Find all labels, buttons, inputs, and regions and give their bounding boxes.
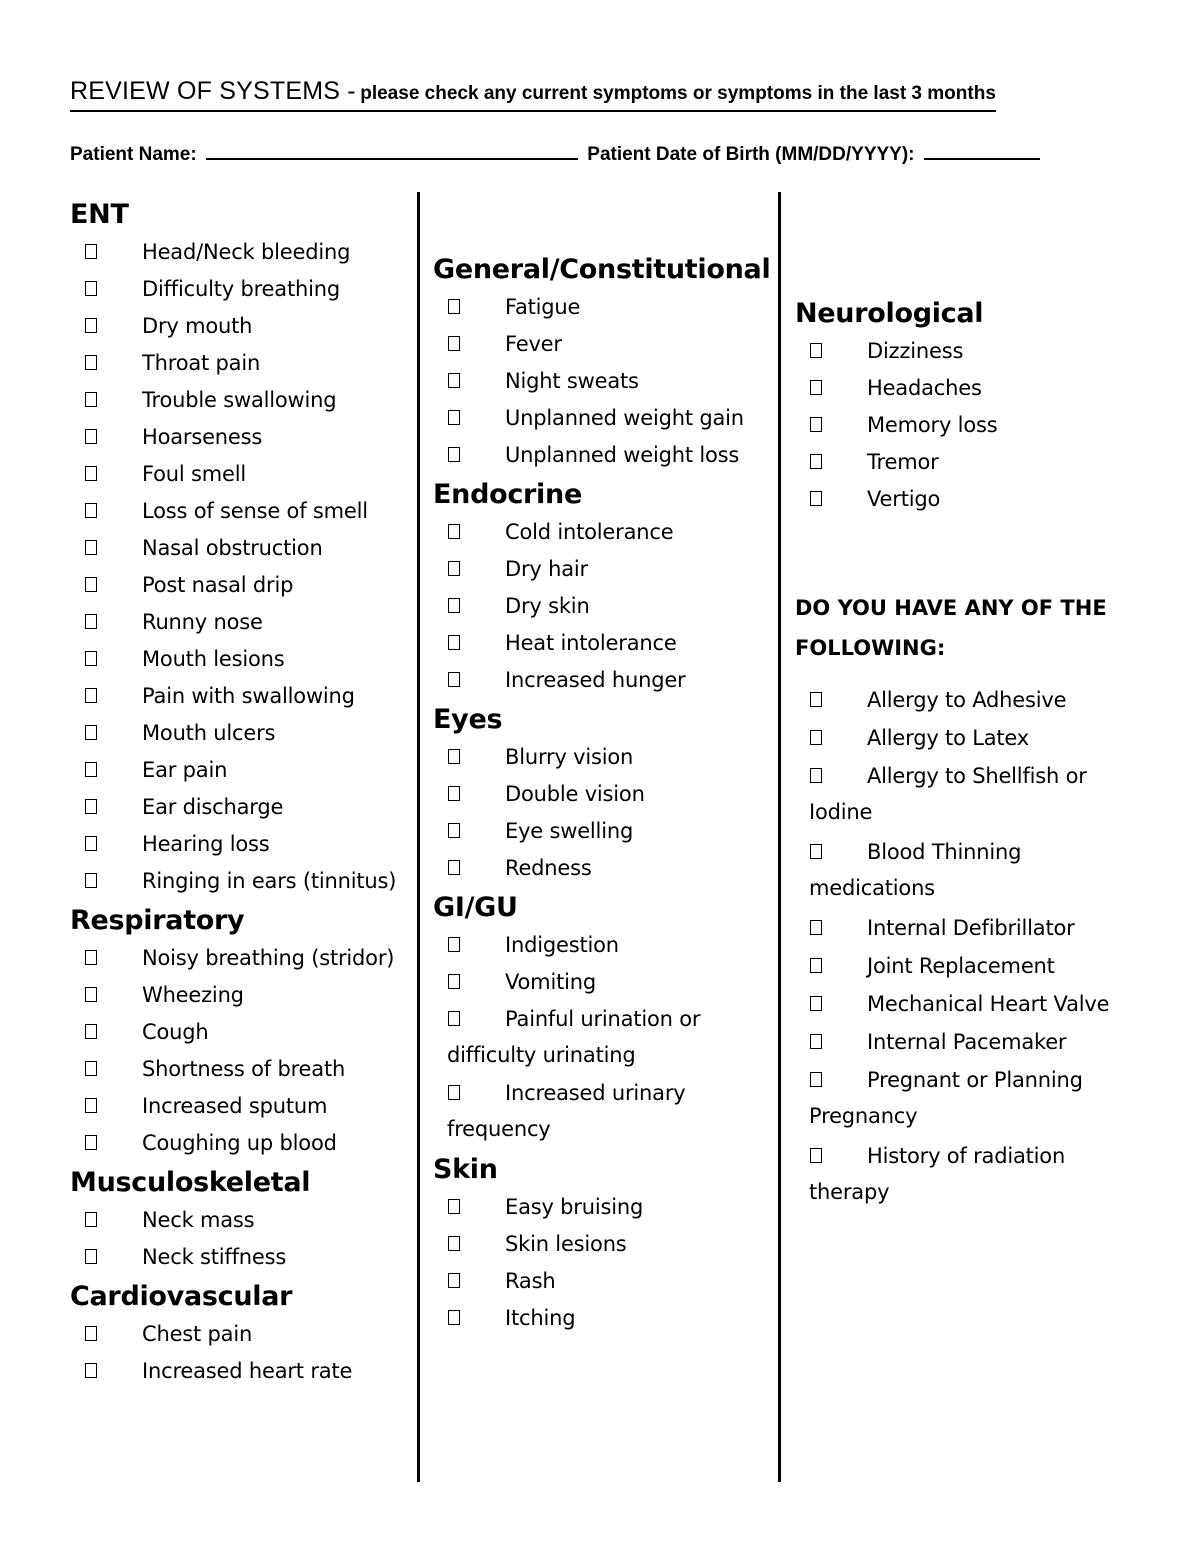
checkbox-icon[interactable] xyxy=(448,447,460,462)
checkbox-item-dry-hair[interactable] xyxy=(433,551,773,588)
symptom-list-general-constitutional xyxy=(433,289,773,474)
checkbox-icon[interactable] xyxy=(85,466,97,481)
checkbox-label: Easy bruising xyxy=(505,1195,644,1219)
checkbox-label: Headaches xyxy=(867,376,982,400)
checkbox-icon[interactable] xyxy=(810,454,822,469)
checkbox-icon[interactable] xyxy=(448,974,460,989)
checkbox-label: Head/Neck bleeding xyxy=(142,240,351,264)
checkbox-item-vomiting[interactable] xyxy=(433,964,773,1001)
checkbox-label: Neck stiffness xyxy=(142,1245,287,1269)
checkbox-icon[interactable] xyxy=(810,844,822,859)
checkbox-label: Allergy to Latex xyxy=(867,726,1029,750)
checkbox-label: History of radiation xyxy=(867,1144,1066,1168)
symptom-list-musculoskeletal xyxy=(70,1202,410,1276)
checkbox-label-continued: Iodine xyxy=(809,800,873,824)
checkbox-label: Difficulty breathing xyxy=(142,277,340,301)
patient-name-field[interactable] xyxy=(206,138,578,160)
checkbox-item-tremor[interactable] xyxy=(795,444,1135,481)
checkbox-icon[interactable] xyxy=(448,336,460,351)
checkbox-item-noisy-breathing-stridor[interactable] xyxy=(70,940,410,977)
following-title-line2: FOLLOWING: xyxy=(795,636,946,660)
checkbox-item-chest-pain[interactable] xyxy=(70,1316,410,1353)
checkbox-icon[interactable] xyxy=(85,392,97,407)
checkbox-label: Increased heart rate xyxy=(142,1359,353,1383)
section-title-skin: Skin xyxy=(433,1154,498,1185)
checkbox-item-joint-replacement[interactable] xyxy=(795,948,1135,984)
column-1 xyxy=(70,194,410,1390)
checkbox-icon[interactable] xyxy=(448,786,460,801)
checkbox-icon[interactable] xyxy=(85,429,97,444)
checkbox-item-memory-loss[interactable] xyxy=(795,407,1135,444)
form-title-instructions: please check any current symptoms or symptoms in the last 3 months xyxy=(360,83,996,104)
checkbox-item-painful-urination-or[interactable] xyxy=(433,1001,773,1075)
checkbox-icon[interactable] xyxy=(85,799,97,814)
checkbox-item-blurry-vision[interactable] xyxy=(433,739,773,776)
section-title-cardiovascular: Cardiovascular xyxy=(70,1281,293,1312)
checkbox-label: Throat pain xyxy=(142,351,261,375)
checkbox-icon[interactable] xyxy=(85,244,97,259)
checkbox-label: Redness xyxy=(505,856,592,880)
checkbox-label: Increased hunger xyxy=(505,668,686,692)
checkbox-icon[interactable] xyxy=(448,1085,460,1100)
checkbox-item-mechanical-heart-valve[interactable] xyxy=(795,986,1135,1022)
checkbox-label: Trouble swallowing xyxy=(142,388,337,412)
checkbox-icon[interactable] xyxy=(448,823,460,838)
checkbox-item-internal-defibrillator[interactable] xyxy=(795,910,1135,946)
checkbox-icon[interactable] xyxy=(448,373,460,388)
symptom-list-cardiovascular xyxy=(70,1316,410,1390)
checkbox-label: Loss of sense of smell xyxy=(142,499,368,523)
checkbox-item-unplanned-weight-loss[interactable] xyxy=(433,437,773,474)
checkbox-label: Cough xyxy=(142,1020,209,1044)
section-title-respiratory: Respiratory xyxy=(70,905,245,936)
checkbox-label: Dry hair xyxy=(505,557,588,581)
checkbox-item-increased-heart-rate[interactable] xyxy=(70,1353,410,1390)
symptom-list-skin xyxy=(433,1189,773,1337)
checkbox-label: Noisy breathing (stridor) xyxy=(142,946,395,970)
checkbox-item-loss-of-sense-of-smell[interactable] xyxy=(70,493,410,530)
checkbox-label: Mouth ulcers xyxy=(142,721,276,745)
checkbox-item-dizziness[interactable] xyxy=(795,333,1135,370)
checkbox-label: Painful urination or xyxy=(505,1007,701,1031)
checkbox-item-mouth-lesions[interactable] xyxy=(70,641,410,678)
checkbox-item-allergy-to-shellfish-or[interactable] xyxy=(795,758,1135,832)
checkbox-item-cough[interactable] xyxy=(70,1014,410,1051)
checkbox-label: Skin lesions xyxy=(505,1232,627,1256)
section-title-gi-gu: GI/GU xyxy=(433,892,518,923)
spacer xyxy=(795,518,1135,588)
checkbox-item-increased-sputum[interactable] xyxy=(70,1088,410,1125)
checkbox-label: Mechanical Heart Valve xyxy=(867,992,1110,1016)
checkbox-label: Dry skin xyxy=(505,594,590,618)
checkbox-label: Ear discharge xyxy=(142,795,284,819)
checkbox-icon[interactable] xyxy=(85,1212,97,1227)
checkbox-item-eye-swelling[interactable] xyxy=(433,813,773,850)
checkbox-label: Foul smell xyxy=(142,462,246,486)
checkbox-icon[interactable] xyxy=(85,1061,97,1076)
patient-name-label: Patient Name: xyxy=(70,144,197,165)
checkbox-label: Itching xyxy=(505,1306,576,1330)
checkbox-label: Nasal obstruction xyxy=(142,536,323,560)
checkbox-item-pain-with-swallowing[interactable] xyxy=(70,678,410,715)
checkbox-icon[interactable] xyxy=(448,1011,460,1026)
checkbox-item-dry-skin[interactable] xyxy=(433,588,773,625)
checkbox-label: Coughing up blood xyxy=(142,1131,337,1155)
checkbox-icon[interactable] xyxy=(810,920,822,935)
checkbox-item-indigestion[interactable] xyxy=(433,927,773,964)
checkbox-label-continued: difficulty urinating xyxy=(447,1043,636,1067)
checkbox-label: Neck mass xyxy=(142,1208,255,1232)
form-title xyxy=(70,76,996,112)
checkbox-icon[interactable] xyxy=(85,1249,97,1264)
checkbox-icon[interactable] xyxy=(448,561,460,576)
column-divider-right xyxy=(778,192,781,1482)
checkbox-item-heat-intolerance[interactable] xyxy=(433,625,773,662)
checkbox-label: Dizziness xyxy=(867,339,964,363)
checkbox-item-mouth-ulcers[interactable] xyxy=(70,715,410,752)
checkbox-item-itching[interactable] xyxy=(433,1300,773,1337)
checkbox-label: Tremor xyxy=(867,450,939,474)
checkbox-item-shortness-of-breath[interactable] xyxy=(70,1051,410,1088)
checkbox-label: Joint Replacement xyxy=(867,954,1055,978)
checkbox-label: Wheezing xyxy=(142,983,244,1007)
section-title-endocrine: Endocrine xyxy=(433,479,582,510)
gigu-wrapped-items xyxy=(433,1001,773,1149)
checkbox-icon[interactable] xyxy=(810,417,822,432)
section-title-general-constitutional: General/Constitutional xyxy=(433,254,771,285)
checkbox-item-increased-urinary[interactable] xyxy=(433,1075,773,1149)
checkbox-item-foul-smell[interactable] xyxy=(70,456,410,493)
dob-field[interactable] xyxy=(924,138,1040,160)
checkbox-item-fatigue[interactable] xyxy=(433,289,773,326)
checkbox-icon[interactable] xyxy=(810,996,822,1011)
checkbox-item-pregnant-or-planning[interactable] xyxy=(795,1062,1135,1136)
checkbox-item-difficulty-breathing[interactable] xyxy=(70,271,410,308)
checkbox-item-throat-pain[interactable] xyxy=(70,345,410,382)
checkbox-icon[interactable] xyxy=(448,937,460,952)
checkbox-icon[interactable] xyxy=(85,688,97,703)
checkbox-icon[interactable] xyxy=(448,1310,460,1325)
checkbox-item-hoarseness[interactable] xyxy=(70,419,410,456)
symptom-list-endocrine xyxy=(433,514,773,699)
checkbox-label: Shortness of breath xyxy=(142,1057,346,1081)
checkbox-icon[interactable] xyxy=(448,1199,460,1214)
checkbox-icon[interactable] xyxy=(810,1148,822,1163)
checkbox-icon[interactable] xyxy=(85,1326,97,1341)
checkbox-label-continued: Pregnancy xyxy=(809,1104,918,1128)
checkbox-item-post-nasal-drip[interactable] xyxy=(70,567,410,604)
patient-info-row xyxy=(70,138,1044,169)
checkbox-label: Dry mouth xyxy=(142,314,253,338)
checkbox-icon[interactable] xyxy=(810,491,822,506)
checkbox-item-fever[interactable] xyxy=(433,326,773,363)
checkbox-item-history-of-radiation[interactable] xyxy=(795,1138,1135,1212)
checkbox-icon[interactable] xyxy=(85,873,97,888)
checkbox-icon[interactable] xyxy=(810,380,822,395)
checkbox-item-night-sweats[interactable] xyxy=(433,363,773,400)
checkbox-label: Increased sputum xyxy=(142,1094,328,1118)
checkbox-label: Unplanned weight gain xyxy=(505,406,744,430)
checkbox-item-trouble-swallowing[interactable] xyxy=(70,382,410,419)
checkbox-icon[interactable] xyxy=(810,730,822,745)
checkbox-label: Vomiting xyxy=(505,970,596,994)
checkbox-label: Hoarseness xyxy=(142,425,263,449)
checkbox-label: Post nasal drip xyxy=(142,573,294,597)
checkbox-label-continued: frequency xyxy=(447,1117,551,1141)
checkbox-icon[interactable] xyxy=(810,1072,822,1087)
checkbox-label: Allergy to Adhesive xyxy=(867,688,1067,712)
checkbox-label-continued: therapy xyxy=(809,1180,890,1204)
section-title-eyes: Eyes xyxy=(433,704,503,735)
checkbox-icon[interactable] xyxy=(810,1034,822,1049)
section-title-musculoskeletal: Musculoskeletal xyxy=(70,1167,311,1198)
checkbox-label: Ear pain xyxy=(142,758,228,782)
checkbox-icon[interactable] xyxy=(85,762,97,777)
checkbox-item-rash[interactable] xyxy=(433,1263,773,1300)
symptom-list-ent xyxy=(70,234,410,900)
checkbox-icon[interactable] xyxy=(810,768,822,783)
checkbox-label: Eye swelling xyxy=(505,819,634,843)
checkbox-icon[interactable] xyxy=(810,343,822,358)
checkbox-icon[interactable] xyxy=(85,355,97,370)
checkbox-icon[interactable] xyxy=(810,692,822,707)
column-divider-left xyxy=(417,192,420,1482)
checkbox-icon[interactable] xyxy=(448,860,460,875)
checkbox-icon[interactable] xyxy=(85,614,97,629)
checkbox-icon[interactable] xyxy=(448,1273,460,1288)
checkbox-item-ear-pain[interactable] xyxy=(70,752,410,789)
checkbox-item-blood-thinning[interactable] xyxy=(795,834,1135,908)
checkbox-icon[interactable] xyxy=(448,749,460,764)
checkbox-icon[interactable] xyxy=(85,318,97,333)
form-title-main: REVIEW OF SYSTEMS - xyxy=(70,77,356,105)
checkbox-icon[interactable] xyxy=(448,598,460,613)
checkbox-label: Blood Thinning xyxy=(867,840,1022,864)
checkbox-item-allergy-to-latex[interactable] xyxy=(795,720,1135,756)
checkbox-item-skin-lesions[interactable] xyxy=(433,1226,773,1263)
checkbox-label-continued: medications xyxy=(809,876,935,900)
checkbox-icon[interactable] xyxy=(85,540,97,555)
section-title-ent: ENT xyxy=(70,199,129,230)
checkbox-item-hearing-loss[interactable] xyxy=(70,826,410,863)
checkbox-item-dry-mouth[interactable] xyxy=(70,308,410,345)
checkbox-item-runny-nose[interactable] xyxy=(70,604,410,641)
checkbox-item-vertigo[interactable] xyxy=(795,481,1135,518)
checkbox-icon[interactable] xyxy=(85,503,97,518)
checkbox-label: Memory loss xyxy=(867,413,998,437)
checkbox-icon[interactable] xyxy=(448,1236,460,1251)
checkbox-label: Cold intolerance xyxy=(505,520,674,544)
checkbox-label: Pregnant or Planning xyxy=(867,1068,1083,1092)
checkbox-icon[interactable] xyxy=(85,651,97,666)
checkbox-item-nasal-obstruction[interactable] xyxy=(70,530,410,567)
checkbox-label: Double vision xyxy=(505,782,645,806)
checkbox-label: Mouth lesions xyxy=(142,647,285,671)
checkbox-label: Vertigo xyxy=(867,487,941,511)
checkbox-item-allergy-to-adhesive[interactable] xyxy=(795,682,1135,718)
checkbox-icon[interactable] xyxy=(85,987,97,1002)
checkbox-icon[interactable] xyxy=(85,1363,97,1378)
spacer xyxy=(795,668,1135,682)
checkbox-icon[interactable] xyxy=(85,281,97,296)
checkbox-icon[interactable] xyxy=(85,1024,97,1039)
checkbox-icon[interactable] xyxy=(85,836,97,851)
checkbox-label: Internal Pacemaker xyxy=(867,1030,1067,1054)
checkbox-label: Indigestion xyxy=(505,933,619,957)
checkbox-label: Rash xyxy=(505,1269,556,1293)
checkbox-icon[interactable] xyxy=(448,635,460,650)
checkbox-icon[interactable] xyxy=(85,950,97,965)
column-3 xyxy=(795,293,1135,1214)
checkbox-icon[interactable] xyxy=(85,577,97,592)
following-title-line1: DO YOU HAVE ANY OF THE xyxy=(795,596,1107,620)
symptom-list-gi-gu xyxy=(433,927,773,1001)
section-title-neurological: Neurological xyxy=(795,298,984,329)
checkbox-item-ear-discharge[interactable] xyxy=(70,789,410,826)
checkbox-label: Internal Defibrillator xyxy=(867,916,1075,940)
symptom-list-neurological xyxy=(795,333,1135,518)
checkbox-item-head-neck-bleeding[interactable] xyxy=(70,234,410,271)
checkbox-item-wheezing[interactable] xyxy=(70,977,410,1014)
checkbox-icon[interactable] xyxy=(85,725,97,740)
checkbox-item-coughing-up-blood[interactable] xyxy=(70,1125,410,1162)
checkbox-label: Increased urinary xyxy=(505,1081,686,1105)
column-2 xyxy=(433,249,773,1337)
checkbox-label: Unplanned weight loss xyxy=(505,443,740,467)
checkbox-icon[interactable] xyxy=(448,524,460,539)
checkbox-label: Heat intolerance xyxy=(505,631,677,655)
checkbox-icon[interactable] xyxy=(85,1135,97,1150)
checkbox-label: Night sweats xyxy=(505,369,639,393)
checkbox-item-ringing-in-ears-tinnitus[interactable] xyxy=(70,863,410,900)
checkbox-item-neck-mass[interactable] xyxy=(70,1202,410,1239)
checkbox-item-easy-bruising[interactable] xyxy=(433,1189,773,1226)
checkbox-label: Pain with swallowing xyxy=(142,684,355,708)
checkbox-item-cold-intolerance[interactable] xyxy=(433,514,773,551)
checkbox-icon[interactable] xyxy=(810,958,822,973)
dob-label: Patient Date of Birth (MM/DD/YYYY): xyxy=(587,144,915,165)
checkbox-item-unplanned-weight-gain[interactable] xyxy=(433,400,773,437)
checkbox-label: Fatigue xyxy=(505,295,581,319)
checkbox-label: Hearing loss xyxy=(142,832,270,856)
checkbox-item-increased-hunger[interactable] xyxy=(433,662,773,699)
checkbox-item-redness[interactable] xyxy=(433,850,773,887)
checkbox-item-internal-pacemaker[interactable] xyxy=(795,1024,1135,1060)
checkbox-item-neck-stiffness[interactable] xyxy=(70,1239,410,1276)
checkbox-label: Fever xyxy=(505,332,562,356)
symptom-list-respiratory xyxy=(70,940,410,1162)
checkbox-label: Blurry vision xyxy=(505,745,634,769)
checkbox-item-headaches[interactable] xyxy=(795,370,1135,407)
checkbox-item-double-vision[interactable] xyxy=(433,776,773,813)
checkbox-icon[interactable] xyxy=(448,672,460,687)
symptom-list-eyes xyxy=(433,739,773,887)
checkbox-label: Chest pain xyxy=(142,1322,253,1346)
checkbox-label: Runny nose xyxy=(142,610,263,634)
checkbox-icon[interactable] xyxy=(85,1098,97,1113)
checkbox-label: Ringing in ears (tinnitus) xyxy=(142,869,397,893)
checkbox-label: Allergy to Shellfish or xyxy=(867,764,1087,788)
checkbox-icon[interactable] xyxy=(448,410,460,425)
checkbox-icon[interactable] xyxy=(448,299,460,314)
